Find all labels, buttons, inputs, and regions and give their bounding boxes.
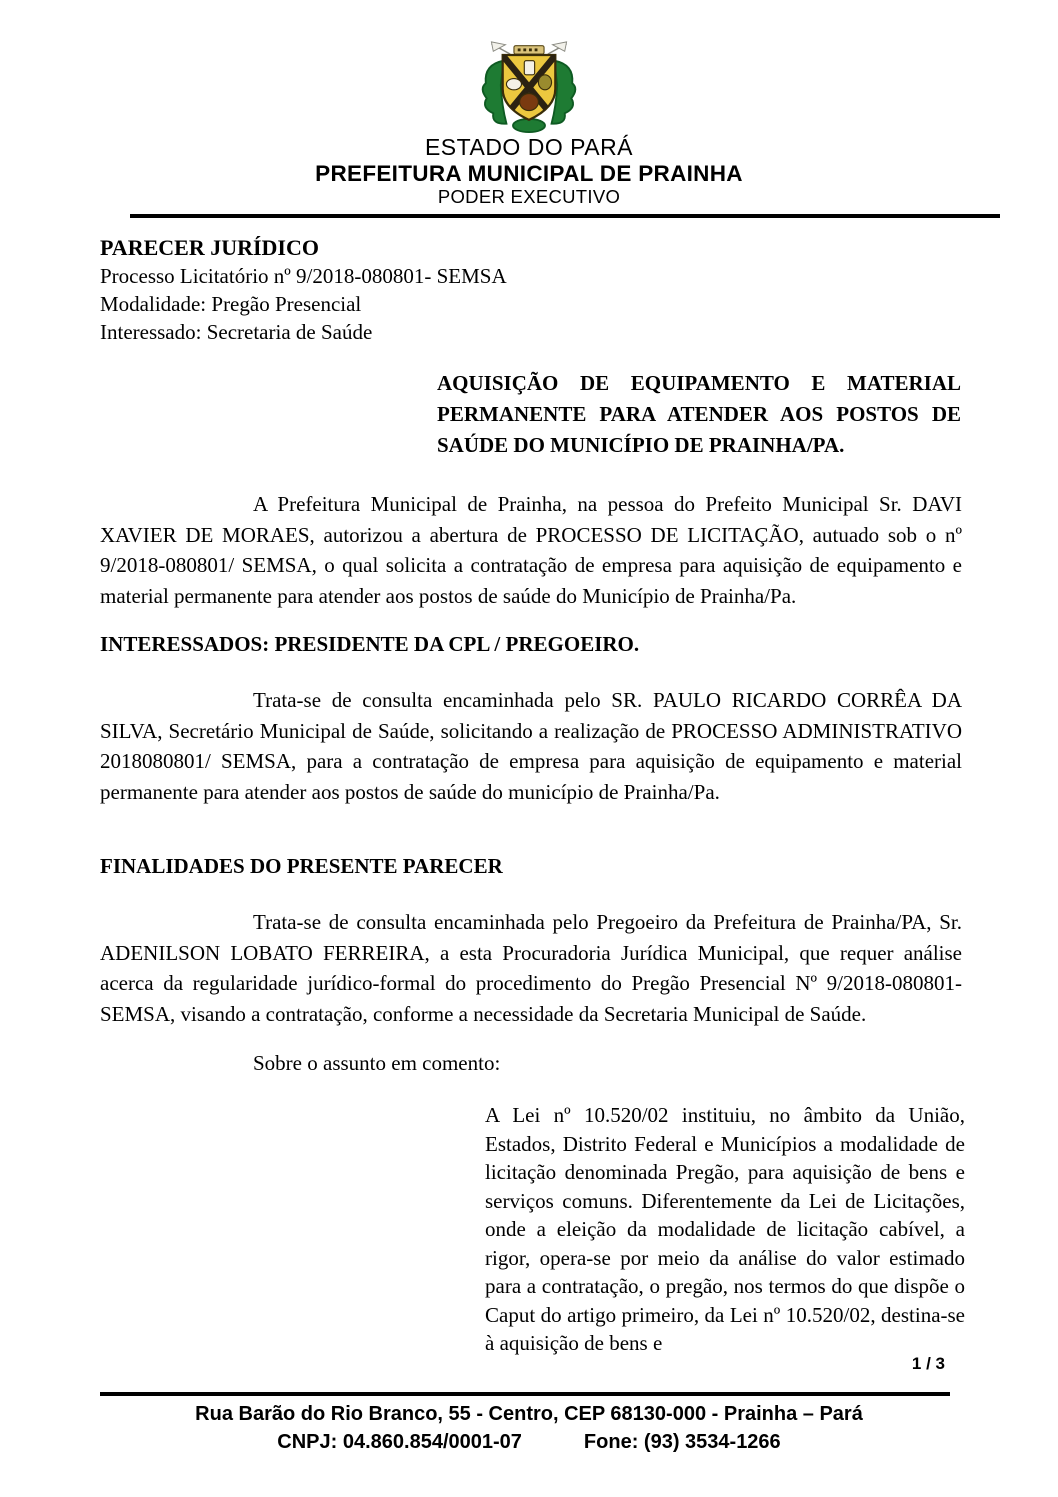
law-quote-block: A Lei nº 10.520/02 instituiu, no âmbito da União, Estados, Distrito Federal e Municípios a modalidade de licitação denominada Pregão, para aquisição de bens e serviços comuns. Diferentemente da Lei de Licitações, onde a eleição da modalidade de licitação cabível, a rigor, opera-se por meio da análise do valor estimado para a contratação, o pregão, nos termos do que dispõe o Caput do artigo primeiro, da Lei nº 10.520/02, destina-se à aquisição de bens e — [485, 1103, 965, 1355]
paragraph-authorization: A Prefeitura Municipal de Prainha, na pessoa do Prefeito Municipal Sr. DAVI XAVIER DE MORAES, autorizou a abertura de PROCESSO DE LICITAÇÃO, autuado sob o nº 9/2018-080801/ SEMSA, o qual solicita a contratação de empresa para aquisição de equipamento e material permanente para atender aos postos de saúde do Município de Prainha/Pa. — [100, 492, 962, 608]
heading-finalidades: FINALIDADES DO PRESENTE PARECER — [100, 854, 503, 878]
crest-ox-head — [520, 94, 539, 111]
coat-of-arms-icon — [472, 40, 586, 134]
subject-block: AQUISIÇÃO DE EQUIPAMENTO E MATERIAL PERMANENTE PARA ATENDER AOS POSTOS DE SAÚDE DO MUNICÍPIO DE PRAINHA/PA. — [437, 371, 961, 457]
paragraph-consulta-secretario: Trata-se de consulta encaminhada pelo SR. PAULO RICARDO CORRÊA DA SILVA, Secretário Municipal de Saúde, solicitando a realização de PROCESSO ADMINISTRATIVO 2018080801/ SEMSA, para a contratação de empresa para aquisição de equipamento e material permanente para atender aos postos de saúde do município de Prainha/Pa. — [100, 688, 962, 804]
heading-interessados: INTERESSADOS: PRESIDENTE DA CPL / PREGOEIRO. — [100, 632, 640, 656]
topic-line: Sobre o assunto em comento: — [253, 1051, 501, 1075]
header-state: ESTADO DO PARÁ — [424, 134, 634, 160]
header-divider — [130, 214, 1000, 218]
crest-tower — [524, 61, 534, 75]
footer-address: Rua Barão do Rio Branco, 55 - Centro, CEP 68130-000 - Prainha – Pará — [195, 1403, 863, 1425]
letterhead — [0, 0, 1058, 218]
footer-phone: Fone: (93) 3534-1266 — [583, 1431, 781, 1453]
crest-right-charge — [538, 75, 551, 90]
footer-divider — [100, 1392, 950, 1396]
paragraph-consulta-pregoeiro: Trata-se de consulta encaminhada pelo Pregoeiro da Prefeitura de Prainha/PA, Sr. ADENILSON LOBATO FERREIRA, a esta Procuradoria Jurídica Municipal, que requer análise acerca da regularidade jurídico-formal do procedimento do Pregão Presencial Nº 9/2018-080801- SEMSA, visando a contratação, conforme a necessidade da Secretaria Municipal de Saúde. — [100, 910, 962, 1026]
meta-interested: Interessado: Secretaria de Saúde — [100, 320, 373, 344]
footer — [0, 1392, 1058, 1454]
header-branch: PODER EXECUTIVO — [437, 186, 621, 207]
document-title: PARECER JURÍDICO — [100, 235, 319, 260]
footer-cnpj: CNPJ: 04.860.854/0001-07 — [277, 1431, 522, 1453]
meta-process: Processo Licitatório nº 9/2018-080801- SEMSA — [100, 264, 507, 288]
crest-left-charge — [506, 79, 521, 90]
meta-modality: Modalidade: Pregão Presencial — [100, 292, 362, 316]
page-number: 1 / 3 — [911, 1354, 945, 1373]
header-municipality: PREFEITURA MUNICIPAL DE PRAINHA — [315, 161, 743, 186]
document-body — [100, 234, 965, 1358]
footer-contacts — [0, 1430, 1058, 1454]
